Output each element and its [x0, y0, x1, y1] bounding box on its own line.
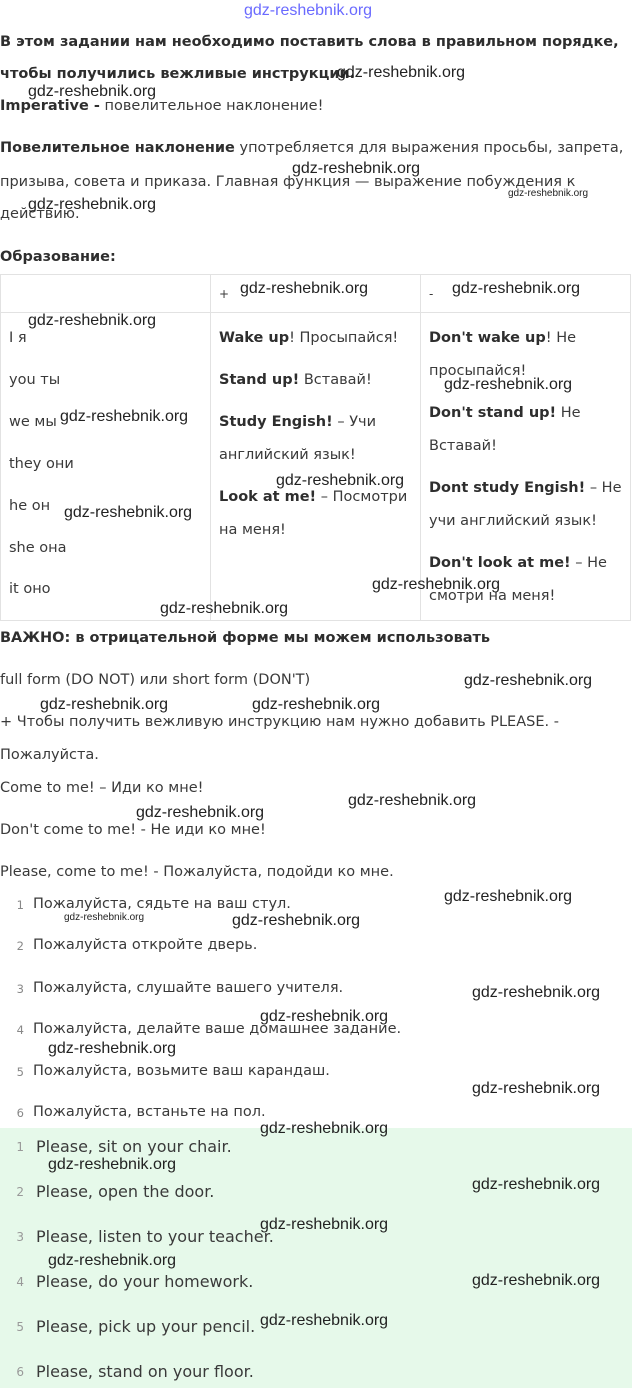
list-item: Пожалуйста откройте дверь. — [33, 937, 258, 953]
negative-cell — [429, 555, 607, 571]
negative-command: Don't wake up — [429, 330, 546, 346]
watermark: gdz-reshebnik.org — [508, 188, 589, 199]
answer-number: 1 — [16, 1140, 24, 1154]
positive-translation-cont: на меня! — [219, 522, 286, 538]
answer-item: Please, sit on your chair. — [36, 1137, 232, 1156]
watermark: gdz-reshebnik.org — [260, 1120, 389, 1137]
watermark: gdz-reshebnik.org — [48, 1156, 177, 1173]
mood-definition — [0, 140, 623, 156]
list-number: 2 — [16, 939, 24, 953]
watermark: gdz-reshebnik.org — [372, 576, 501, 593]
negative-command: Dont study Engish! — [429, 480, 586, 496]
example-1: Come to me! – Иди ко мне! — [0, 780, 204, 796]
negative-command: Don't look at me! — [429, 555, 571, 571]
answer-number: 5 — [16, 1320, 24, 1334]
list-number: 1 — [16, 898, 24, 912]
answer-item: Please, do your homework. — [36, 1272, 254, 1291]
watermark: gdz-reshebnik.org — [28, 312, 157, 329]
important-note: ВАЖНО: в отрицательной форме мы можем использовать — [0, 630, 491, 646]
answer-item: Please, listen to your teacher. — [36, 1227, 274, 1246]
list-item: Пожалуйста, сядьте на ваш стул. — [33, 896, 291, 912]
mood-term: Повелительное наклонение — [0, 140, 235, 156]
watermark: gdz-reshebnik.org — [444, 888, 573, 905]
imperative-def: повелительное наклонение! — [99, 98, 324, 114]
watermark: gdz-reshebnik.org — [260, 1008, 389, 1025]
negative-translation: Не — [556, 405, 581, 421]
negative-translation: ! Не — [545, 330, 577, 346]
negative-translation: – Не — [585, 480, 622, 496]
watermark: gdz-reshebnik.org — [276, 472, 405, 489]
negative-translation-cont: учи английский язык! — [429, 513, 597, 529]
imperative-term: Imperative - — [0, 98, 100, 114]
negative-translation-cont: Вставай! — [429, 438, 497, 454]
list-item: Пожалуйста, делайте ваше домашнее задание. — [33, 1021, 402, 1037]
positive-command: Study Engish! — [219, 414, 333, 430]
list-number: 3 — [16, 982, 24, 996]
watermark: gdz-reshebnik.org — [472, 1080, 601, 1097]
pronoun-cell: he он — [9, 498, 51, 514]
please-translation: Пожалуйста. — [0, 747, 99, 763]
positive-translation: – Учи — [332, 414, 377, 430]
positive-command: Wake up — [219, 330, 290, 346]
pronoun-cell: we мы — [9, 414, 57, 430]
positive-cell — [219, 414, 376, 430]
negative-cell — [429, 405, 581, 421]
example-2: Don't come to me! - Не иди ко мне! — [0, 822, 266, 838]
please-rule: + Чтобы получить вежливую инструкцию нам нужно добавить PLEASE. - — [0, 714, 559, 730]
negative-translation: – Не — [570, 555, 607, 571]
positive-translation: ! Просыпайся! — [289, 330, 399, 346]
watermark: gdz-reshebnik.org — [40, 696, 169, 713]
list-item: Пожалуйста, слушайте вашего учителя. — [33, 980, 344, 996]
watermark: gdz-reshebnik.org — [60, 408, 189, 425]
watermark: gdz-reshebnik.org — [252, 696, 381, 713]
table-divider — [420, 275, 421, 620]
watermark: gdz-reshebnik.org — [136, 804, 265, 821]
list-number: 5 — [16, 1065, 24, 1079]
answer-number: 6 — [16, 1365, 24, 1379]
watermark: gdz-reshebnik.org — [64, 912, 145, 923]
negative-cell — [429, 330, 576, 346]
pronoun-cell: they они — [9, 456, 74, 472]
positive-cell — [219, 489, 407, 505]
answer-item: Please, open the door. — [36, 1182, 215, 1201]
watermark: gdz-reshebnik.org — [232, 912, 361, 929]
watermark: gdz-reshebnik.org — [160, 600, 289, 617]
answer-number: 4 — [16, 1275, 24, 1289]
positive-translation-cont: английский язык! — [219, 447, 356, 463]
list-number: 4 — [16, 1023, 24, 1037]
watermark: gdz-reshebnik.org — [444, 376, 573, 393]
watermark: gdz-reshebnik.org — [28, 196, 157, 213]
intro-line-1: В этом задании нам необходимо поставить слова в правильном порядке, — [0, 34, 619, 50]
watermark: gdz-reshebnik.org — [292, 160, 421, 177]
watermark: gdz-reshebnik.org — [337, 64, 466, 81]
watermark: gdz-reshebnik.org — [260, 1216, 389, 1233]
header-positive: + — [219, 287, 230, 301]
answer-number: 3 — [16, 1230, 24, 1244]
watermark: gdz-reshebnik.org — [472, 1272, 601, 1289]
positive-cell — [219, 330, 398, 346]
header-negative: - — [429, 287, 434, 301]
watermark: gdz-reshebnik.org — [28, 83, 157, 100]
pronoun-cell: she она — [9, 540, 67, 556]
mood-def-3: действию. — [0, 206, 80, 222]
negative-command: Don't stand up! — [429, 405, 557, 421]
negative-translation-cont: просыпайся! — [429, 363, 527, 379]
watermark: gdz-reshebnik.org — [48, 1252, 177, 1269]
negative-cell — [429, 480, 622, 496]
list-item: Пожалуйста, встаньте на пол. — [33, 1104, 266, 1120]
watermark: gdz-reshebnik.org — [260, 1312, 389, 1329]
answer-item: Please, pick up your pencil. — [36, 1317, 256, 1336]
positive-cell — [219, 372, 372, 388]
watermark: gdz-reshebnik.org — [64, 504, 193, 521]
forms-note: full form (DO NOT) или short form (DON'T) — [0, 672, 311, 688]
positive-command: Stand up! — [219, 372, 300, 388]
answer-number: 2 — [16, 1185, 24, 1199]
pronoun-cell: you ты — [9, 372, 61, 388]
watermark: gdz-reshebnik.org — [452, 280, 581, 297]
pronoun-cell: it оно — [9, 581, 51, 597]
pronoun-cell: I я — [9, 330, 27, 346]
negative-translation-cont: смотри на меня! — [429, 588, 556, 604]
intro-line-2: чтобы получились вежливые инструкции. — [0, 66, 356, 82]
watermark: gdz-reshebnik.org — [48, 1040, 177, 1057]
list-number: 6 — [16, 1106, 24, 1120]
answer-item: Please, stand on your floor. — [36, 1362, 254, 1381]
example-3: Please, come to me! - Пожалуйста, подойди ко мне. — [0, 864, 394, 880]
list-item: Пожалуйста, возьмите ваш карандаш. — [33, 1063, 330, 1079]
watermark: gdz-reshebnik.org — [472, 984, 601, 1001]
positive-translation: Вставай! — [299, 372, 372, 388]
mood-def-2: призыва, совета и приказа. Главная функция — выражение побуждения к — [0, 174, 576, 190]
formation-heading: Образование: — [0, 249, 116, 265]
watermark: gdz-reshebnik.org — [240, 280, 369, 297]
mood-def-1: употребляется для выражения просьбы, запрета, — [234, 140, 624, 156]
positive-command: Look at me! — [219, 489, 317, 505]
watermark-top: gdz-reshebnik.org — [244, 2, 373, 19]
watermark: gdz-reshebnik.org — [464, 672, 593, 689]
table-divider — [210, 275, 211, 620]
watermark: gdz-reshebnik.org — [348, 792, 477, 809]
positive-translation: – Посмотри — [316, 489, 408, 505]
watermark: gdz-reshebnik.org — [472, 1176, 601, 1193]
